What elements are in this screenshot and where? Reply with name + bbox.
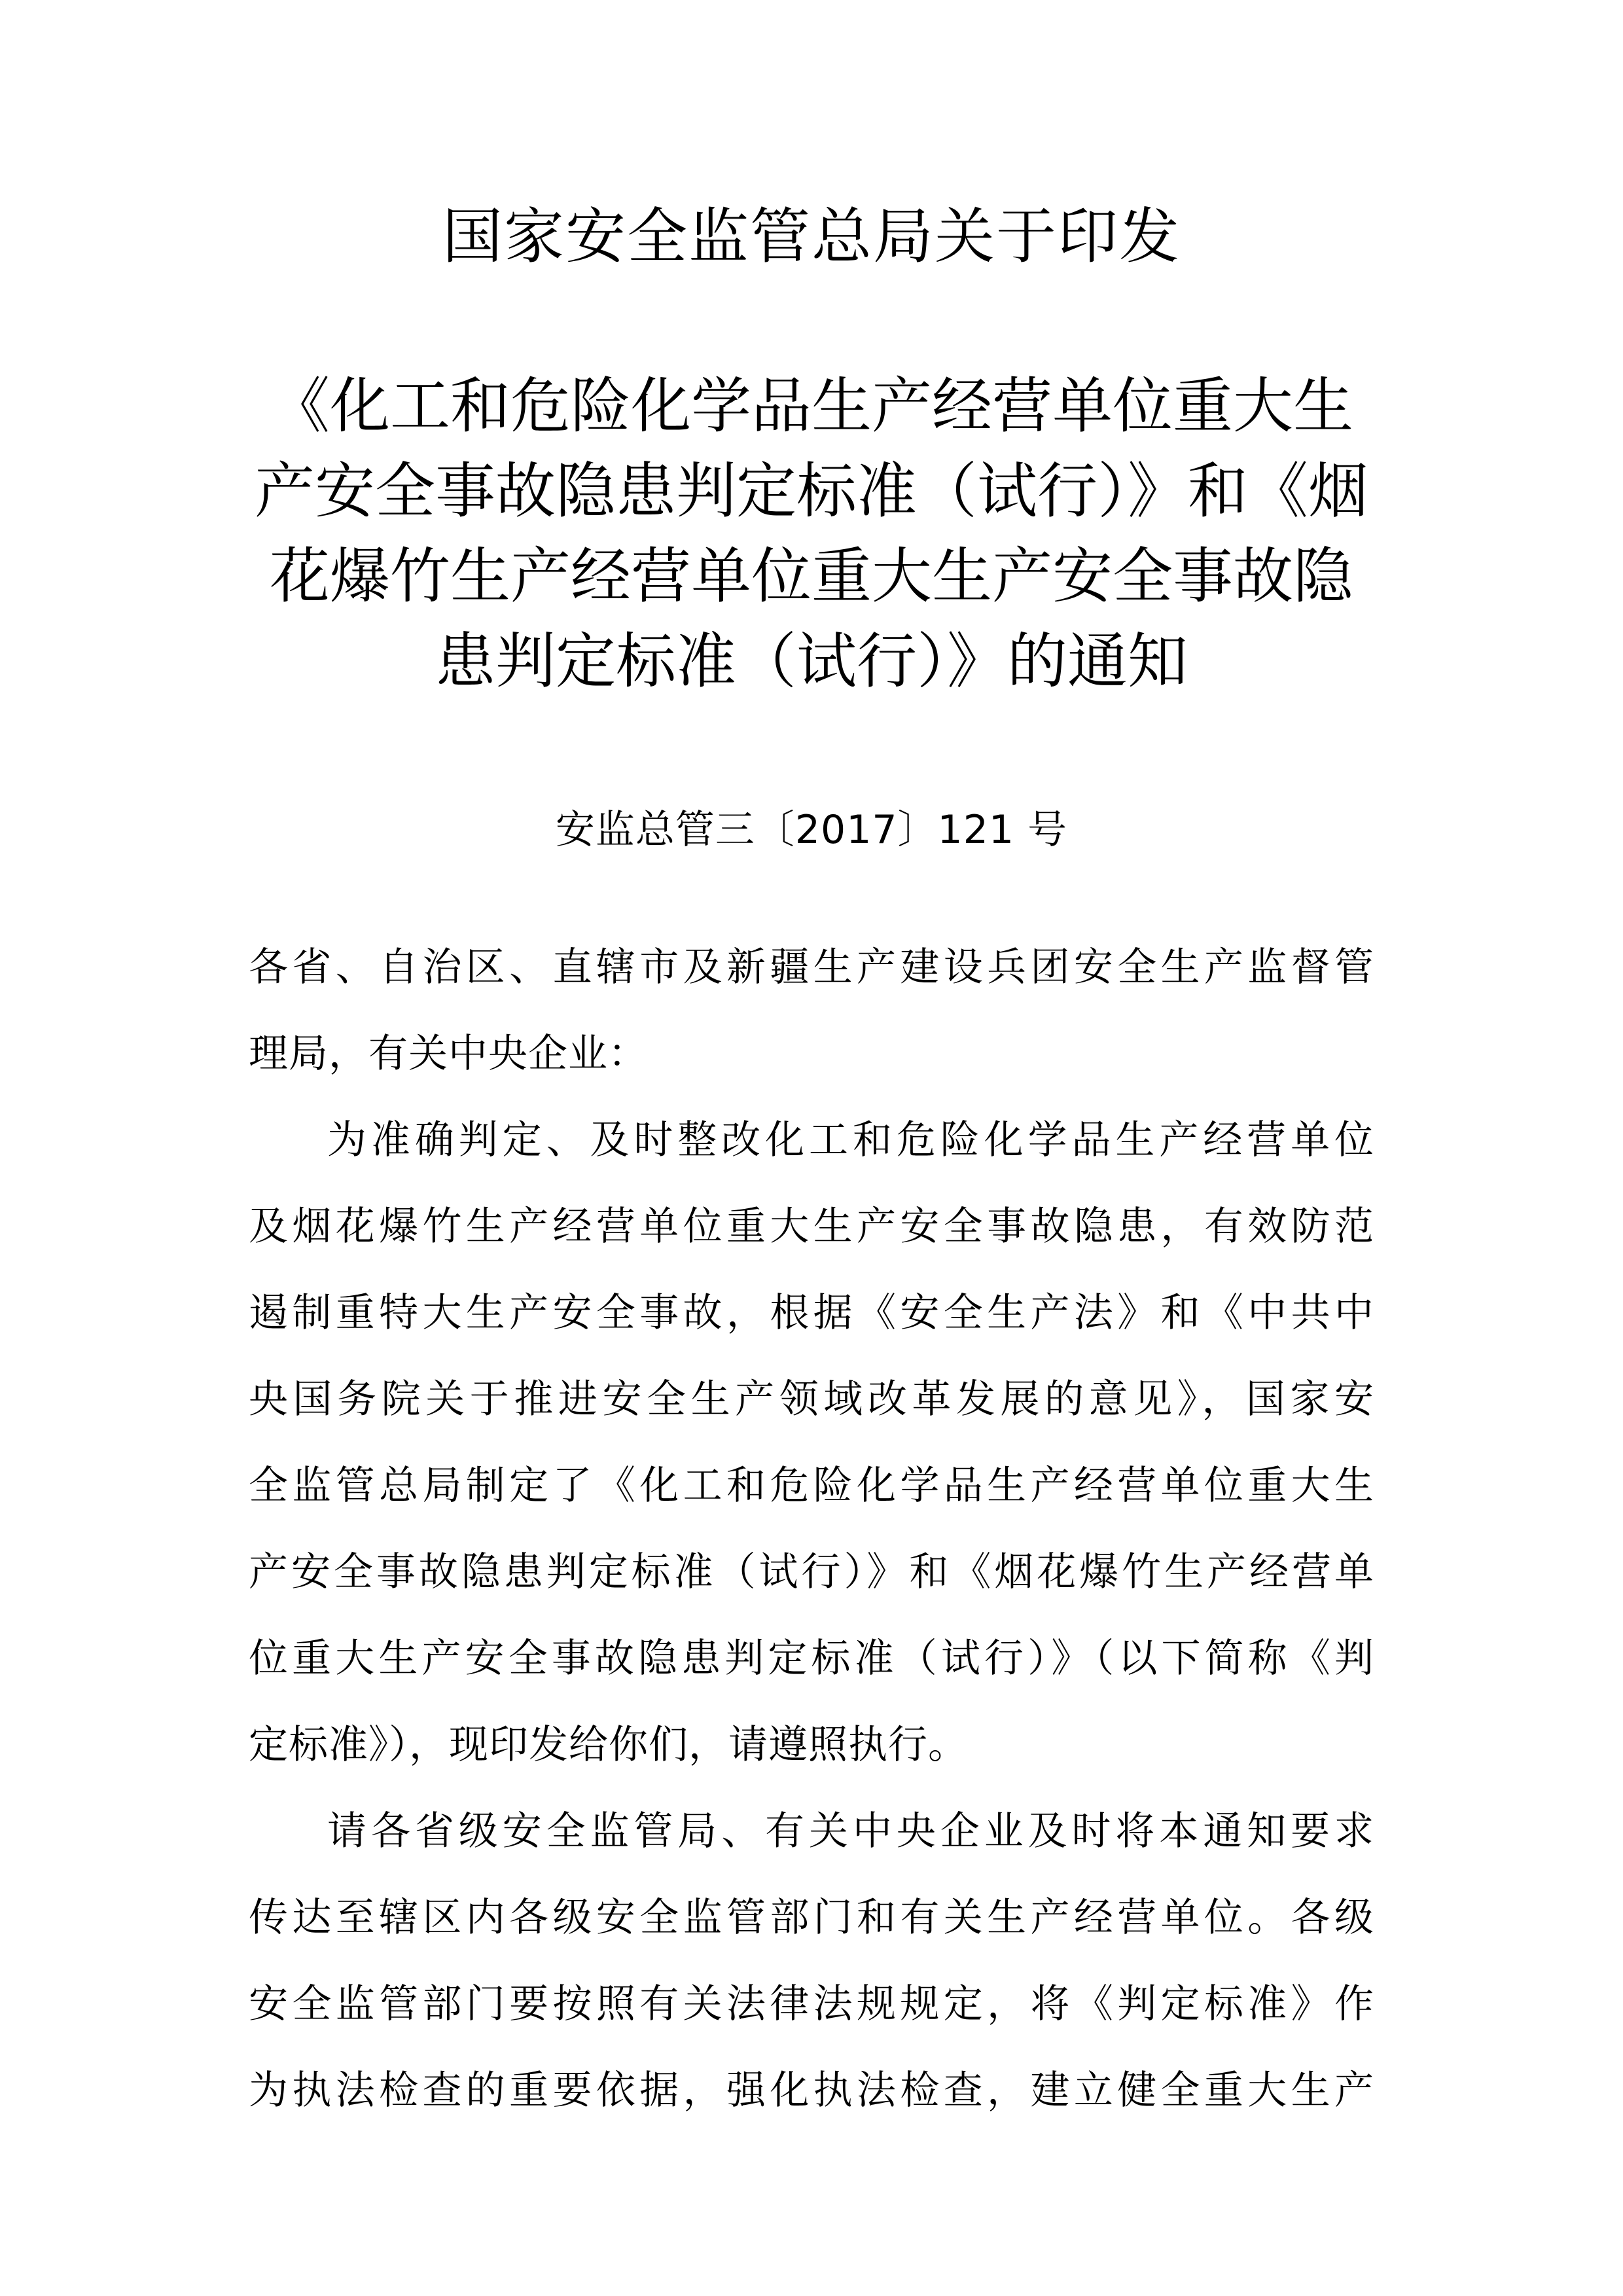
paragraph-line: 全监管总局制定了《化工和危险化学品生产经营单位重大生 — [249, 1463, 1374, 1509]
document-title-line: 《化工和危险化学品生产经营单位重大生 — [269, 371, 1353, 441]
paragraph-line: 为准确判定、及时整改化工和危险化学品生产经营单位 — [327, 1117, 1374, 1163]
addressee-line: 各省、自治区、直辖市及新疆生产建设兵团安全生产监督管 — [249, 944, 1374, 990]
paragraph-line: 定标准》），现印发给你们，请遵照执行。 — [249, 1722, 968, 1768]
paragraph-line: 及烟花爆竹生产经营单位重大生产安全事故隐患，有效防范 — [249, 1204, 1374, 1249]
document-title-line1: 国家安全监管总局关于印发 — [442, 202, 1181, 272]
paragraph-line: 为执法检查的重要依据，强化执法检查，建立健全重大生产 — [249, 2068, 1374, 2113]
paragraph-line: 产安全事故隐患判定标准（试行）》和《烟花爆竹生产经营单 — [249, 1549, 1374, 1595]
document-title-line: 产安全事故隐患判定标准（试行）》和《烟 — [254, 456, 1368, 526]
document-title — [249, 364, 1374, 704]
paragraph-line: 位重大生产安全事故隐患判定标准（试行）》（以下简称《判 — [249, 1636, 1374, 1681]
paragraph-line: 遏制重特大生产安全事故，根据《安全生产法》和《中共中 — [249, 1290, 1374, 1336]
document-number: 安监总管三〔2017〕121 号 — [555, 807, 1068, 853]
document-title-line: 花爆竹生产经营单位重大生产安全事故隐 — [269, 541, 1353, 611]
document-title-line: 患判定标准（试行）》的通知 — [435, 626, 1188, 696]
addressee — [249, 924, 1374, 1097]
paragraph-line: 传达至辖区内各级安全监管部门和有关生产经营单位。各级 — [249, 1895, 1374, 1941]
paragraph-line: 安全监管部门要按照有关法律法规规定，将《判定标准》作 — [249, 1981, 1374, 2027]
body-paragraph-1 — [249, 1097, 1374, 1788]
body-paragraph-2 — [249, 1788, 1374, 2134]
paragraph-line: 央国务院关于推进安全生产领域改革发展的意见》，国家安 — [249, 1376, 1374, 1422]
addressee-line: 理局，有关中央企业： — [249, 1031, 648, 1077]
paragraph-line: 请各省级安全监管局、有关中央企业及时将本通知要求 — [327, 1808, 1374, 1854]
